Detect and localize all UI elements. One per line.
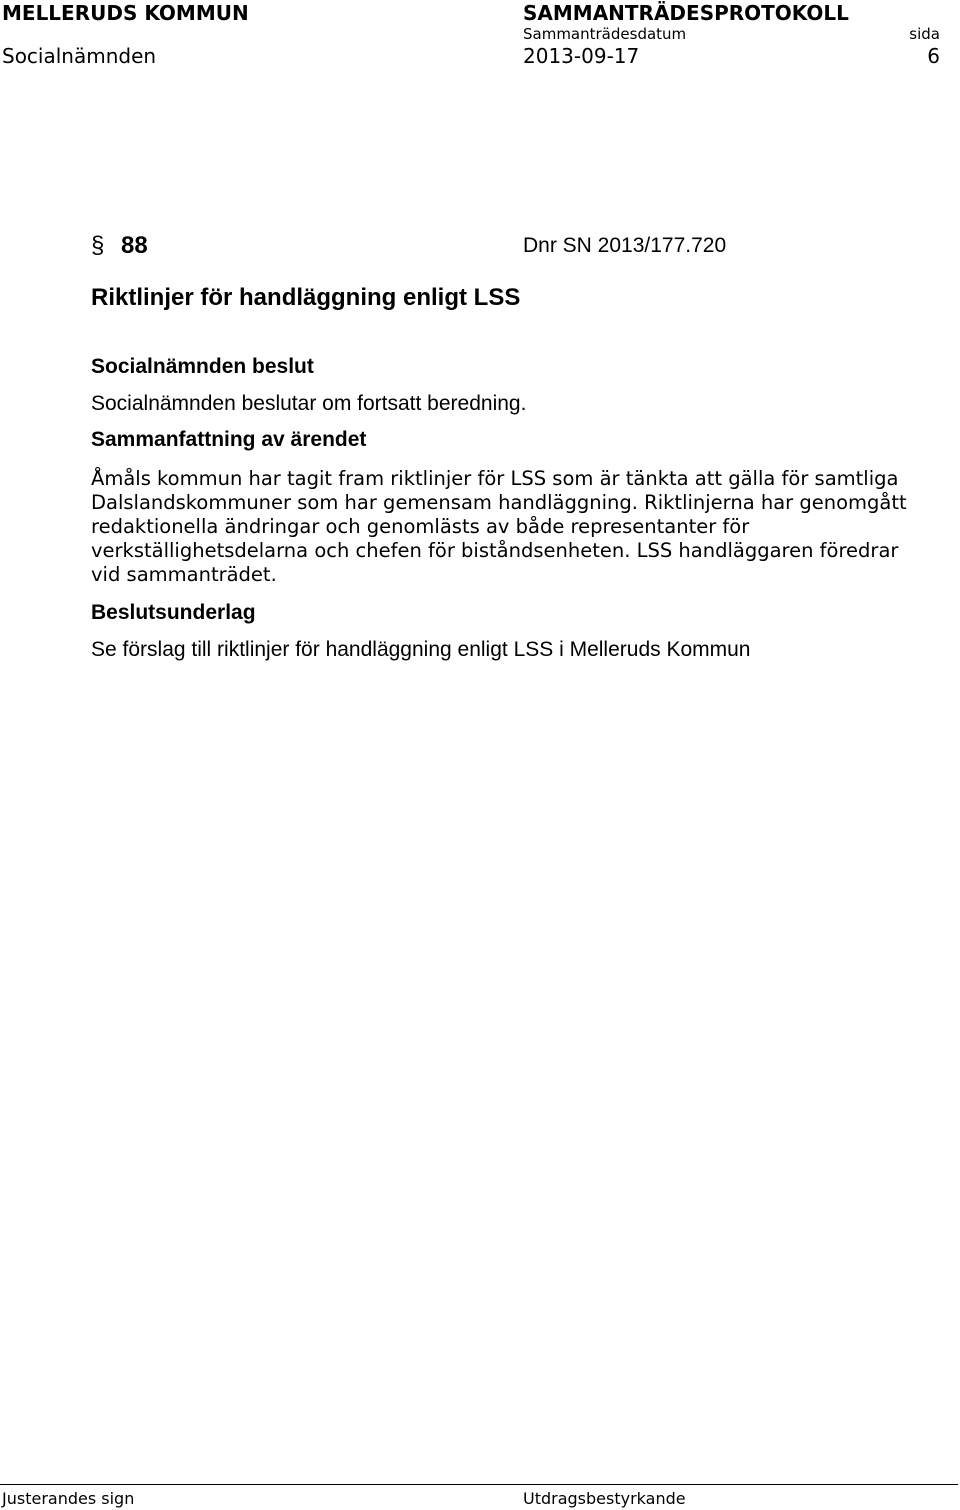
diary-reference: Dnr SN 2013/177.720 <box>523 234 727 257</box>
footer-certification-label: Utdragsbestyrkande <box>523 1489 686 1508</box>
item-heading-row <box>91 232 148 260</box>
page-label: sida <box>909 25 940 43</box>
organization-name: MELLERUDS KOMMUN <box>2 1 249 25</box>
summary-paragraph <box>91 467 951 587</box>
summary-line: Dalslandskommuner som har gemensam handläggning. Riktlinjerna har genomgått <box>91 491 907 514</box>
document-type: SAMMANTRÄDESPROTOKOLL <box>523 1 849 25</box>
page-number: 6 <box>927 44 940 68</box>
decision-text: Socialnämnden beslutar om fortsatt beredning. <box>91 392 527 415</box>
committee-name: Socialnämnden <box>2 44 157 68</box>
summary-line: Åmåls kommun har tagit fram riktlinjer för LSS som är tänkta att gälla för samtliga <box>91 467 899 490</box>
basis-text: Se förslag till riktlinjer för handläggning enligt LSS i Melleruds Kommun <box>91 638 751 661</box>
footer-signature-label: Justerandes sign <box>2 1489 135 1508</box>
decision-heading: Socialnämnden beslut <box>91 355 314 378</box>
meeting-date: 2013-09-17 <box>523 44 640 68</box>
item-title: Riktlinjer för handläggning enligt LSS <box>91 284 521 311</box>
footer-divider <box>0 1484 958 1485</box>
summary-line: vid sammanträdet. <box>91 563 277 586</box>
summary-heading: Sammanfattning av ärendet <box>91 428 367 451</box>
item-number: 88 <box>121 232 148 259</box>
basis-heading: Beslutsunderlag <box>91 601 256 624</box>
summary-line: verkställighetsdelarna och chefen för biståndsenheten. LSS handläggaren föredrar <box>91 539 899 562</box>
section-symbol: § <box>91 232 105 259</box>
date-label: Sammanträdesdatum <box>523 25 687 43</box>
summary-line: redaktionella ändringar och genomlästs av både representanter för <box>91 515 750 538</box>
